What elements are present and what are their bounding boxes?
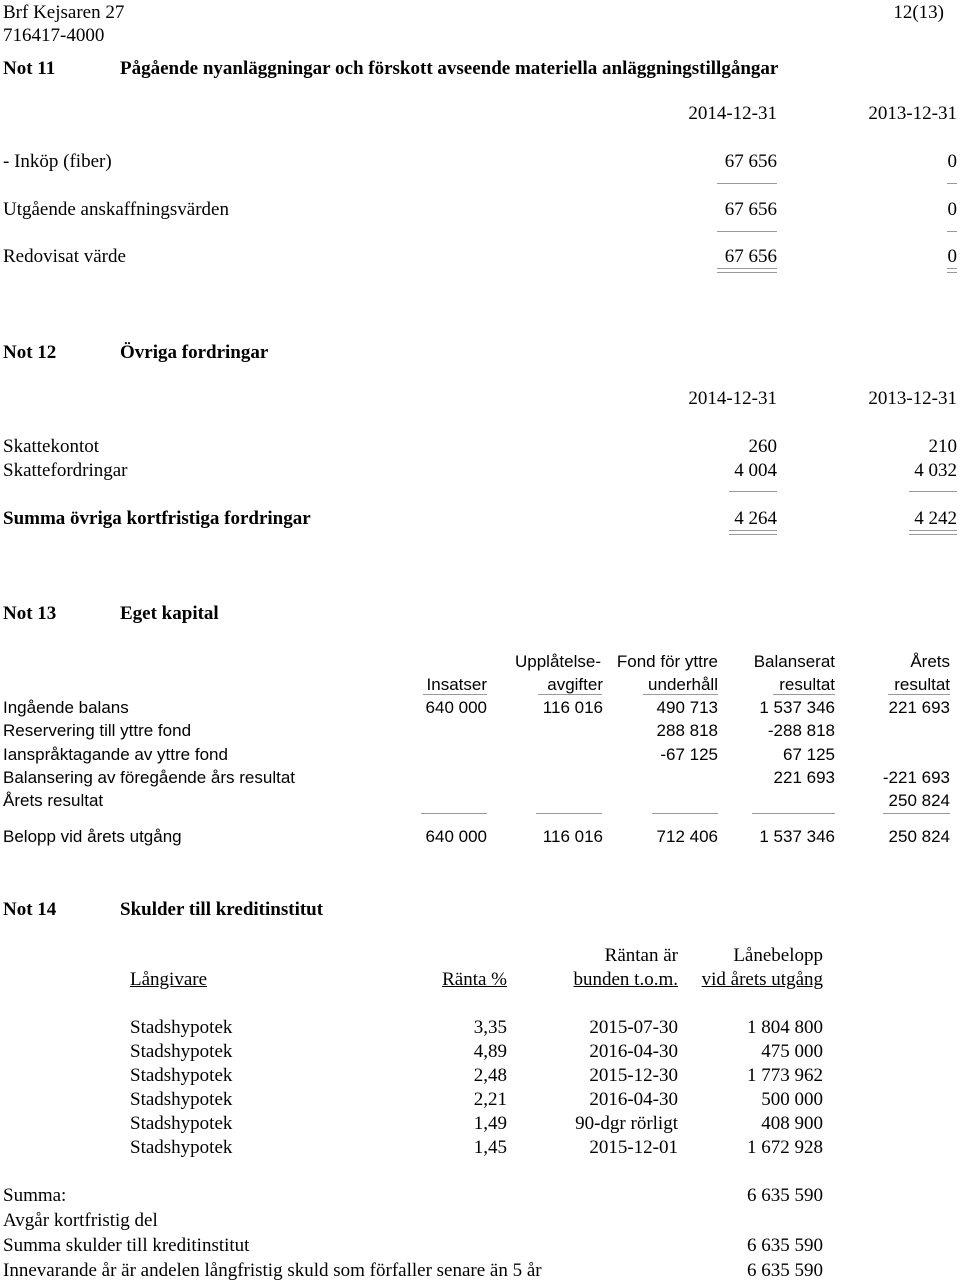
loan-rate: 3,35	[473, 1017, 507, 1038]
row-label: Ianspråktagande av yttre fond	[3, 745, 228, 764]
loan-rate: 2,21	[473, 1089, 507, 1110]
loan-lender: Stadshypotek	[130, 1041, 233, 1062]
column-header-arets: Årets	[910, 652, 950, 671]
header-underline	[773, 694, 835, 695]
column-header-amount: vid årets utgång	[701, 969, 823, 990]
row-label: Skattekontot	[3, 436, 100, 457]
subtotal-rule	[536, 813, 602, 814]
cell: 116 016	[542, 698, 603, 717]
cell: 490 713	[656, 698, 718, 717]
row-label: Balansering av föregående års resultat	[3, 768, 296, 787]
row-value-2014: 260	[748, 436, 777, 457]
summary-label: Summa skulder till kreditinstitut	[3, 1235, 250, 1256]
total-double-rule	[947, 268, 957, 273]
loan-rate: 1,49	[473, 1113, 507, 1134]
loan-amount: 475 000	[761, 1041, 823, 1062]
column-header-lender: Långivare	[130, 969, 208, 990]
column-header-balanserat: resultat	[779, 675, 835, 694]
total-cell: 116 016	[542, 827, 603, 846]
subtotal-rule	[717, 183, 777, 184]
total-double-rule	[909, 530, 957, 535]
loan-lender: Stadshypotek	[130, 1017, 233, 1038]
total-label: Summa övriga kortfristiga fordringar	[3, 508, 311, 529]
loan-lender: Stadshypotek	[130, 1089, 233, 1110]
company-name: Brf Kejsaren 27	[3, 2, 125, 23]
note-title: Skulder till kreditinstitut	[120, 899, 324, 920]
column-header-balanserat: Balanserat	[753, 652, 835, 671]
column-header-2014: 2014-12-31	[688, 388, 777, 409]
total-label: Belopp vid årets utgång	[3, 827, 182, 846]
note-title: Övriga fordringar	[120, 342, 269, 363]
column-header-fixed: bunden t.o.m.	[573, 969, 678, 990]
note-number: Not 11	[3, 58, 56, 79]
header-underline	[643, 694, 718, 695]
loan-amount: 1 804 800	[747, 1017, 823, 1038]
column-header-fond: underhåll	[648, 675, 718, 694]
cell: 640 000	[425, 698, 487, 717]
row-value-2014: 67 656	[724, 151, 777, 172]
total-value-2014: 4 264	[734, 508, 777, 529]
column-header-2013: 2013-12-31	[868, 388, 957, 409]
loan-lender: Stadshypotek	[130, 1137, 233, 1158]
loan-fixed-until: 90-dgr rörligt	[575, 1113, 678, 1134]
loan-rate: 4,89	[473, 1041, 507, 1062]
column-header-fond: Fond för yttre	[616, 652, 718, 671]
row-value-2014: 4 004	[734, 460, 777, 481]
row-value-2013: 0	[947, 246, 957, 267]
column-header-upplatelse: avgifter	[547, 675, 603, 694]
cell: 221 693	[773, 768, 835, 787]
summary-value: 6 635 590	[747, 1235, 823, 1256]
cell: 67 125	[783, 745, 835, 764]
loan-rate: 1,45	[473, 1137, 507, 1158]
cell: -67 125	[660, 745, 718, 764]
row-value-2013: 210	[928, 436, 957, 457]
total-cell: 640 000	[425, 827, 487, 846]
loan-fixed-until: 2015-12-30	[589, 1065, 678, 1086]
subtotal-rule	[421, 813, 487, 814]
subtotal-rule	[752, 813, 835, 814]
column-header-2014: 2014-12-31	[688, 103, 777, 124]
column-header-arets: resultat	[894, 675, 950, 694]
row-label: - Inköp (fiber)	[3, 151, 112, 172]
loan-amount: 408 900	[761, 1113, 823, 1134]
subtotal-rule	[947, 231, 957, 232]
org-number: 716417-4000	[3, 25, 105, 46]
total-double-rule	[717, 268, 777, 273]
row-value-2013: 0	[947, 199, 957, 220]
summary-label: Summa:	[3, 1185, 67, 1206]
total-cell: 250 824	[888, 827, 950, 846]
row-value-2013: 0	[947, 151, 957, 172]
column-header-fixed: Räntan är	[604, 945, 678, 966]
row-value-2014: 67 656	[724, 199, 777, 220]
header-underline	[538, 694, 602, 695]
loan-rate: 2,48	[473, 1065, 507, 1086]
row-label: Utgående anskaffningsvärden	[3, 199, 229, 220]
summary-value: 6 635 590	[747, 1260, 823, 1281]
cell: 221 693	[888, 698, 950, 717]
note-number: Not 13	[3, 603, 57, 624]
cell: 288 818	[656, 721, 718, 740]
loan-amount: 1 773 962	[747, 1065, 823, 1086]
cell: -288 818	[767, 721, 835, 740]
loan-amount: 1 672 928	[747, 1137, 823, 1158]
header-underline	[423, 694, 487, 695]
note-title: Pågående nyanläggningar och förskott avseende materiella anläggningstillgångar	[120, 58, 779, 79]
summary-label: Avgår kortfristig del	[3, 1210, 158, 1231]
row-label: Redovisat värde	[3, 246, 126, 267]
column-header-2013: 2013-12-31	[868, 103, 957, 124]
row-value-2013: 4 032	[914, 460, 957, 481]
loan-fixed-until: 2015-12-01	[589, 1137, 678, 1158]
column-header-rate: Ränta %	[442, 969, 507, 990]
subtotal-rule	[883, 813, 950, 814]
loan-fixed-until: 2016-04-30	[589, 1089, 678, 1110]
subtotal-rule	[947, 183, 957, 184]
total-cell: 712 406	[656, 827, 718, 846]
loan-lender: Stadshypotek	[130, 1065, 233, 1086]
summary-label: Innevarande år är andelen långfristig skuld som förfaller senare än 5 år	[3, 1260, 542, 1281]
header-underline	[888, 694, 950, 695]
loan-fixed-until: 2015-07-30	[589, 1017, 678, 1038]
total-cell: 1 537 346	[759, 827, 835, 846]
subtotal-rule	[717, 231, 777, 232]
row-label: Ingående balans	[3, 698, 129, 717]
subtotal-rule	[909, 491, 957, 492]
page-number: 12(13)	[893, 2, 944, 23]
row-label: Årets resultat	[3, 791, 104, 810]
loan-lender: Stadshypotek	[130, 1113, 233, 1134]
note-number: Not 12	[3, 342, 57, 363]
total-double-rule	[729, 530, 777, 535]
column-header-insatser: Insatser	[426, 675, 487, 694]
row-value-2014: 67 656	[724, 246, 777, 267]
cell: -221 693	[882, 768, 950, 787]
cell: 250 824	[888, 791, 950, 810]
column-header-upplatelse: Upplåtelse-	[515, 652, 601, 671]
total-value-2013: 4 242	[914, 508, 957, 529]
note-title: Eget kapital	[120, 603, 219, 624]
cell: 1 537 346	[759, 698, 835, 717]
loan-amount: 500 000	[761, 1089, 823, 1110]
summary-value: 6 635 590	[747, 1185, 823, 1206]
loan-fixed-until: 2016-04-30	[589, 1041, 678, 1062]
row-label: Reservering till yttre fond	[3, 721, 192, 740]
subtotal-rule	[652, 813, 718, 814]
column-header-amount: Lånebelopp	[733, 945, 823, 966]
subtotal-rule	[729, 491, 777, 492]
row-label: Skattefordringar	[3, 460, 128, 481]
note-number: Not 14	[3, 899, 57, 920]
